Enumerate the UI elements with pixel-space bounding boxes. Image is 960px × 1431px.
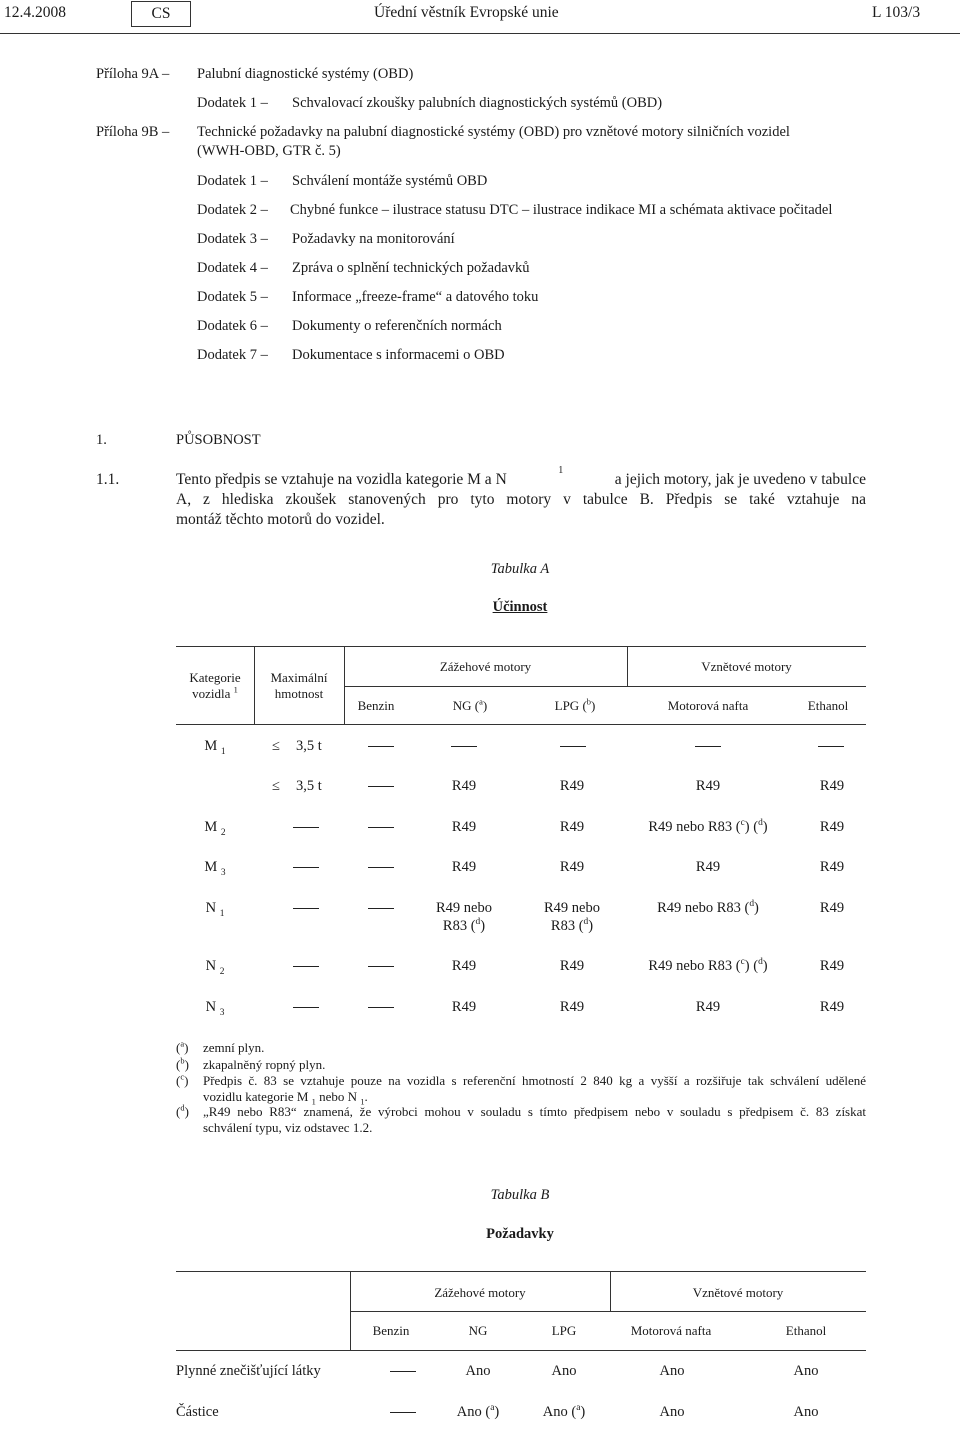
cell-close: ) — [744, 958, 750, 974]
annex-9a-item-label: Dodatek 1 – — [197, 95, 268, 111]
tableA-h-spark: Zážehové motory — [439, 659, 532, 674]
cell: R49 — [451, 859, 477, 875]
para-sup: 1 — [558, 465, 564, 476]
cell: Ano — [793, 1404, 819, 1420]
tableA-h-lpg — [525, 698, 625, 714]
header-rule — [0, 33, 960, 34]
annex-9b-item-2-text: Chybné funkce – ilustrace statusu DTC – ilustrace indikace MI a schémata aktivace počitadel — [290, 202, 833, 218]
dash — [293, 827, 319, 828]
header-date: 12.4.2008 — [4, 4, 66, 21]
dash — [695, 746, 721, 747]
cell: R49 nebo R83 ($^c$) ($^d$) — [648, 957, 768, 974]
annex-9a-item-text: Schvalovací zkoušky palubních diagnostických systémů (OBD) — [292, 95, 663, 111]
footnote-c-b: nebo N — [319, 1089, 358, 1104]
cell: R49 — [451, 958, 477, 974]
tableB-caption: Tabulka B — [490, 1187, 550, 1203]
cat-sub: 3 — [219, 1007, 225, 1018]
tableB-h-lpg: LPG — [551, 1323, 577, 1338]
cat-letter: N — [205, 999, 217, 1015]
para-line-1 — [176, 465, 866, 489]
cell: R49 — [819, 819, 845, 835]
footnote-d-text-2: schválení typu, viz odstavec 1.2. — [203, 1120, 373, 1135]
annex-9b-item-1-label: Dodatek 1 – — [197, 173, 268, 189]
dash — [368, 827, 394, 828]
tableA-h-category2-text: vozidla — [192, 686, 231, 701]
tableA-h-ci: Vznětové motory — [701, 659, 792, 674]
annex-9b-item-7-text: Dokumentace s informacemi o OBD — [292, 347, 505, 363]
cell-close: ) — [494, 1404, 500, 1420]
tableB-top-rule — [176, 1271, 866, 1272]
cell: R49 — [559, 958, 585, 974]
cell-text: R49 nebo R83 ( — [648, 819, 741, 835]
para-number: 1.1. — [96, 471, 120, 488]
tableA-h-diesel: Motorová nafta — [667, 698, 749, 713]
cell-close: ) — [588, 918, 594, 934]
cell-text: Ano ( — [456, 1404, 491, 1420]
cell-sup: c — [740, 818, 745, 829]
dash — [368, 1007, 394, 1008]
cell-text: R83 ( — [550, 918, 584, 934]
tableB-h-ethanol: Ethanol — [785, 1323, 827, 1338]
tableA-h-category2 — [176, 686, 254, 702]
cat-sub: 3 — [220, 867, 226, 878]
tableA-le-1: ≤ — [272, 738, 280, 754]
cell-close: ) — [762, 958, 768, 974]
cell: R49 nebo R83 ($^c$) ($^d$) — [648, 818, 768, 835]
cat-letter: N — [205, 900, 217, 916]
cell-text: R49 nebo R83 ( — [648, 958, 741, 974]
tableA-cat-n1 — [176, 900, 254, 917]
annex-9b-label: Příloha 9B – — [96, 124, 170, 140]
annex-9a-label: Příloha 9A – — [96, 66, 170, 82]
cell-text: R49 nebo R83 ( — [657, 900, 750, 916]
cell: R49 — [695, 999, 721, 1015]
dash — [368, 908, 394, 909]
dash — [560, 746, 586, 747]
tableA-h-benzin: Benzin — [357, 698, 395, 713]
tableA-title: Účinnost — [492, 599, 548, 615]
footnote-c-text-2 — [203, 1089, 368, 1105]
cell: R49 — [559, 999, 585, 1015]
tableB-row-pm: Částice — [176, 1404, 219, 1420]
dash — [368, 786, 394, 787]
cell: R49 — [695, 778, 721, 794]
cat-sub: 1 — [219, 908, 225, 919]
cell: Ano — [659, 1363, 685, 1379]
tableB-h-benzin: Benzin — [372, 1323, 410, 1338]
cell — [524, 1404, 604, 1421]
cell: R49 — [451, 778, 477, 794]
cat-letter: M — [204, 819, 218, 835]
tableB-title: Požadavky — [486, 1226, 554, 1242]
tableA-h-ng — [420, 698, 520, 714]
header-lang: CS — [131, 1, 191, 27]
cell-sup: a — [490, 1403, 495, 1414]
cell-close: ) — [744, 819, 750, 835]
footnote-d-text: „R49 nebo R83“ znamená, že výrobci mohou v souladu s tímto předpisem nebo v souladu s předpisem č. 83 získat — [203, 1104, 866, 1119]
cell — [636, 900, 780, 917]
footnote-sup: b — [180, 1055, 185, 1066]
tableA-h-category-sup: 1 — [233, 684, 238, 695]
annex-9b-item-4-text: Zpráva o splnění technických požadavků — [292, 260, 530, 276]
tableA-mass-2: 3,5 t — [296, 778, 322, 794]
footnote-d-mark: ($^d$) — [176, 1102, 189, 1119]
tableA-h-ng-close: ) — [482, 698, 488, 713]
tableA-head-rule — [176, 724, 866, 725]
dash — [368, 867, 394, 868]
dash — [293, 908, 319, 909]
cat-letter: N — [205, 958, 217, 974]
section-number: 1. — [96, 432, 107, 448]
tableB-h-diesel: Motorová nafta — [630, 1323, 712, 1338]
cell — [420, 918, 508, 935]
footnote-c-a: vozidlu kategorie M — [203, 1089, 309, 1104]
footnote-c-sub2: 1 — [360, 1096, 365, 1107]
footnote-c-c: . — [364, 1089, 368, 1104]
tableA-caption: Tabulka A — [490, 561, 550, 577]
footnote-a-mark: ($^a$) — [176, 1038, 189, 1055]
tableB-h-ng: NG — [468, 1323, 488, 1338]
cell: R49 — [559, 778, 585, 794]
dash — [818, 746, 844, 747]
tableA-cat-m3 — [176, 859, 254, 876]
para-line-1a: Tento předpis se vztahuje na vozidla kategorie M a N — [176, 471, 507, 488]
tableA-h-category: Kategorie — [189, 670, 241, 685]
cell-sup: c — [740, 957, 745, 968]
annex-9b-item-3-label: Dodatek 3 – — [197, 231, 268, 247]
cat-letter: M — [204, 738, 218, 754]
footnote-b-mark: ($^b$) — [176, 1055, 189, 1072]
cat-sub: 2 — [219, 966, 225, 977]
dash — [293, 1007, 319, 1008]
cell-close: ) — [480, 918, 486, 934]
para-line-2: A, z hlediska zkoušek stanovených pro tyto motory v tabulce B. Předpis se také vztahuje na — [176, 491, 866, 508]
tableA-le-2: ≤ — [272, 778, 280, 794]
dash — [390, 1412, 416, 1413]
cell: R49 — [451, 819, 477, 835]
tableA-h-ng-text: NG ( — [452, 698, 480, 713]
annex-9a-title: Palubní diagnostické systémy (OBD) — [197, 66, 414, 82]
cell: R49 — [559, 819, 585, 835]
cell: R49 nebo — [436, 900, 492, 916]
cell: R49 — [451, 999, 477, 1015]
footnote-a-text: zemní plyn. — [203, 1040, 265, 1055]
cell: R49 — [819, 958, 845, 974]
cell: Ano — [551, 1363, 577, 1379]
tableB-row-gas: Plynné znečišťující látky — [176, 1363, 321, 1379]
tableA-h-mass1: Maximální — [270, 670, 328, 685]
cell-sup: d — [583, 917, 589, 928]
footnote-sup: d — [180, 1102, 185, 1113]
tableA-h-lpg-close: ) — [591, 698, 596, 713]
cat-sub: 2 — [220, 827, 226, 838]
annex-9b-item-4-label: Dodatek 4 – — [197, 260, 268, 276]
annex-9b-item-6-label: Dodatek 6 – — [197, 318, 268, 334]
annex-9b-title-2: (WWH-OBD, GTR č. 5) — [197, 143, 341, 159]
dash — [293, 966, 319, 967]
tableA-cat-m1 — [176, 738, 254, 755]
cat-letter: M — [204, 859, 218, 875]
tableA-mid-rule — [344, 686, 866, 687]
cell-text: R83 ( — [442, 918, 476, 934]
tableA-h-ng-sup: a — [479, 696, 483, 707]
cell-close: ) — [762, 819, 768, 835]
tableA-cat-m2 — [176, 819, 254, 836]
footnote-c-mark: ($^c$) — [176, 1071, 189, 1088]
annex-9b-item-5-text: Informace „freeze-frame“ a datového toku — [292, 289, 539, 305]
cell — [528, 918, 616, 935]
cell — [438, 1404, 518, 1421]
cell: R49 — [819, 778, 845, 794]
cell: R49 — [819, 999, 845, 1015]
tableB-h-spark: Zážehové motory — [434, 1285, 526, 1300]
para-line-1b: a jejich motory, jak je uvedeno v tabulce — [614, 471, 866, 488]
tableA-cat-n3 — [176, 999, 254, 1016]
tableA-h-lpg-sup: b — [586, 696, 591, 707]
tableA-top-rule — [176, 646, 866, 647]
dash — [293, 867, 319, 868]
cell: R49 — [559, 859, 585, 875]
annex-9b-item-1-text: Schválení montáže systémů OBD — [292, 173, 488, 189]
cell-sup: d — [758, 818, 763, 829]
tableB-head-rule — [176, 1350, 866, 1351]
cell-close: ) — [754, 900, 759, 916]
dash — [451, 746, 477, 747]
cell: R49 — [819, 900, 845, 916]
footnote-c-sub: 1 — [311, 1096, 316, 1107]
annex-9b-title: Technické požadavky na palubní diagnostické systémy (OBD) pro vznětové motory silničních vozidel — [197, 124, 790, 140]
footnote-sup: a — [180, 1038, 185, 1049]
annex-9b-item-3-text: Požadavky na monitorování — [292, 231, 455, 247]
cell: R49 nebo — [544, 900, 600, 916]
section-title: PŮSOBNOST — [176, 432, 261, 448]
tableA-h-mass2: hmotnost — [274, 686, 324, 701]
annex-9b-item-7-label: Dodatek 7 – — [197, 347, 268, 363]
cat-sub: 1 — [220, 746, 226, 757]
footnote-c-text: Předpis č. 83 se vztahuje pouze na vozidla s referenční hmotností 2 840 kg a vyšší a rozšiřuje tak schválení udělené — [203, 1073, 866, 1088]
tableA-h-lpg-text: LPG ( — [554, 698, 587, 713]
cell-sup: a — [576, 1403, 581, 1414]
cell-text: Ano ( — [542, 1404, 577, 1420]
cell-close: ) — [580, 1404, 586, 1420]
cell: R49 — [695, 859, 721, 875]
tableA-h-ethanol: Ethanol — [807, 698, 849, 713]
dash — [368, 966, 394, 967]
header-journal: Úřední věstník Evropské unie — [374, 4, 559, 21]
cell-sup: d — [749, 899, 755, 910]
para-line-3: montáž těchto motorů do vozidel. — [176, 511, 385, 528]
dash — [390, 1371, 416, 1372]
cell: Ano — [465, 1363, 491, 1379]
dash — [368, 746, 394, 747]
cell: Ano — [659, 1404, 685, 1420]
tableB-mid-rule — [350, 1311, 866, 1312]
annex-9b-item-6-text: Dokumenty o referenčních normách — [292, 318, 502, 334]
footnote-sup: c — [180, 1071, 185, 1082]
annex-9b-item-2-label: Dodatek 2 – — [197, 202, 268, 218]
tableB-h-ci: Vznětové motory — [692, 1285, 784, 1300]
header-page: L 103/3 — [872, 4, 921, 21]
cell-sup: d — [475, 917, 481, 928]
cell: Ano — [793, 1363, 819, 1379]
tableA-cat-n2 — [176, 958, 254, 975]
footnote-b-text: zkapalněný ropný plyn. — [203, 1057, 326, 1072]
cell: R49 — [819, 859, 845, 875]
annex-9b-item-5-label: Dodatek 5 – — [197, 289, 268, 305]
tableA-mass-1: 3,5 t — [296, 738, 322, 754]
cell-sup: d — [758, 957, 763, 968]
